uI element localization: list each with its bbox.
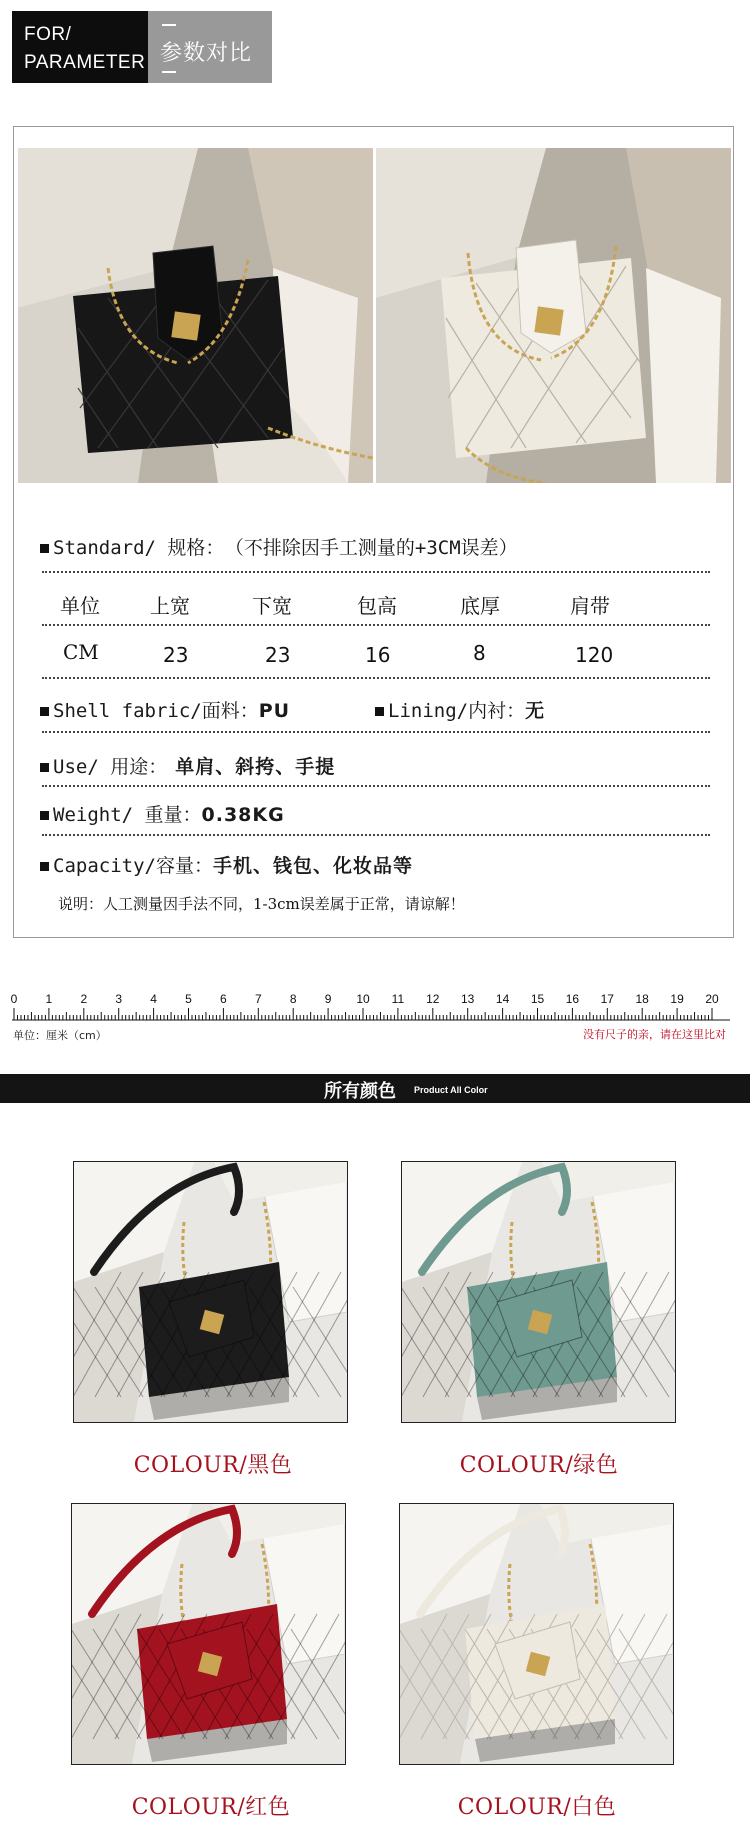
ruler-number: 15: [530, 992, 545, 1006]
ruler-number: 6: [220, 992, 227, 1006]
square-bullet-icon: [40, 811, 49, 820]
shell-label: Shell fabric/面料：: [53, 700, 259, 722]
ruler-number: 11: [391, 992, 405, 1006]
square-bullet-icon: [375, 707, 384, 716]
variant-photo-black: [73, 1161, 348, 1423]
col-top-width: 上宽: [150, 594, 190, 618]
shell-row: [40, 696, 290, 723]
col-unit: 单位: [60, 594, 100, 618]
standard-label: Standard/ 规格：: [53, 537, 225, 559]
header-line-1: FOR/: [24, 24, 72, 45]
col-bottom-width: 下宽: [252, 594, 292, 618]
variant-photo-white: [399, 1503, 674, 1765]
bag-illustration: [74, 1162, 347, 1422]
lining-value: 无: [525, 700, 546, 722]
shell-value: PU: [258, 700, 291, 722]
header-title-block: [148, 11, 272, 83]
capacity-value: 手机、钱包、化妆品等: [212, 855, 413, 877]
square-bullet-icon: [40, 763, 49, 772]
ruler-scale: [0, 1000, 750, 1024]
ruler-number: 13: [461, 992, 475, 1006]
ruler-number: 19: [670, 992, 684, 1006]
val-unit: CM: [63, 640, 99, 664]
bag-illustration: [72, 1504, 345, 1764]
bag-illustration: [400, 1504, 673, 1764]
ruler-number: 16: [565, 992, 580, 1006]
val-bottom-width: 23: [265, 643, 291, 667]
dotted-divider: [42, 571, 710, 573]
square-bullet-icon: [40, 544, 49, 553]
variant-caption-red: COLOUR/红色: [131, 1795, 291, 1820]
dotted-divider: [42, 834, 710, 836]
standard-note: （不排除因手工测量的+3CM误差）: [234, 537, 518, 559]
divider: [162, 24, 176, 26]
ruler-unit-label: 单位：厘米（cm）: [13, 1029, 107, 1042]
val-depth: 8: [473, 641, 486, 665]
product-photo-black: [18, 148, 373, 483]
lining-label: Lining/内衬：: [388, 700, 526, 722]
bag-illustration: [18, 148, 373, 483]
col-height: 包高: [357, 594, 397, 618]
capacity-label: Capacity/容量：: [53, 855, 213, 877]
dotted-divider: [42, 624, 710, 626]
capacity-row: [40, 851, 413, 878]
val-strap: 120: [575, 643, 614, 667]
ruler-number: 5: [185, 992, 192, 1006]
ruler-number: 3: [115, 992, 123, 1006]
ruler-number: 0: [10, 992, 18, 1006]
val-height: 16: [365, 643, 391, 667]
col-strap: 肩带: [570, 594, 610, 618]
weight-row: [40, 800, 285, 827]
ruler-number: 10: [356, 992, 370, 1006]
ruler-number: 12: [426, 992, 440, 1006]
dotted-divider: [42, 731, 710, 733]
product-photo-white: [376, 148, 731, 483]
square-bullet-icon: [40, 707, 49, 716]
all-colors-title: 所有颜色: [324, 1081, 396, 1102]
ruler-number: 1: [45, 992, 53, 1006]
standard-row: [40, 533, 518, 560]
all-colors-subtitle: Product All Color: [414, 1085, 488, 1095]
ruler-number: 7: [254, 992, 262, 1006]
ruler-number: 9: [324, 992, 332, 1006]
weight-value: 0.38KG: [201, 804, 285, 826]
measurement-note: 说明：人工测量因手法不同，1-3cm误差属于正常，请谅解！: [58, 895, 465, 913]
col-depth: 底厚: [460, 594, 500, 618]
variant-photo-red: [71, 1503, 346, 1765]
use-row: [40, 752, 335, 779]
ruler-number: 2: [80, 992, 88, 1006]
use-value: 单肩、斜挎、手提: [175, 756, 336, 778]
ruler-tip: 没有尺子的亲，请在这里比对: [583, 1028, 726, 1041]
variant-caption-white: COLOUR/白色: [457, 1795, 617, 1820]
square-bullet-icon: [40, 862, 49, 871]
divider: [162, 71, 176, 73]
variant-caption-black: COLOUR/黑色: [133, 1453, 293, 1478]
ruler-number: 14: [495, 992, 510, 1006]
ruler-number: 4: [150, 992, 157, 1006]
header-label-block: [12, 11, 148, 83]
dotted-divider: [42, 785, 710, 787]
all-colors-bar: [0, 1074, 750, 1103]
bag-illustration: [376, 148, 731, 483]
weight-label: Weight/ 重量：: [53, 804, 202, 826]
ruler-number: 20: [705, 992, 719, 1006]
use-label: Use/ 用途：: [53, 756, 168, 778]
ruler-number: 8: [289, 992, 297, 1006]
ruler-number: 17: [600, 992, 614, 1006]
val-top-width: 23: [163, 643, 189, 667]
dotted-divider: [42, 677, 710, 679]
variant-photo-green: [401, 1161, 676, 1423]
bag-illustration: [402, 1162, 675, 1422]
section-title: 参数对比: [160, 41, 253, 66]
lining-row: [375, 696, 545, 723]
variant-caption-green: COLOUR/绿色: [459, 1453, 619, 1478]
ruler-number: 18: [635, 992, 649, 1006]
header-line-2: PARAMETER: [24, 52, 146, 73]
